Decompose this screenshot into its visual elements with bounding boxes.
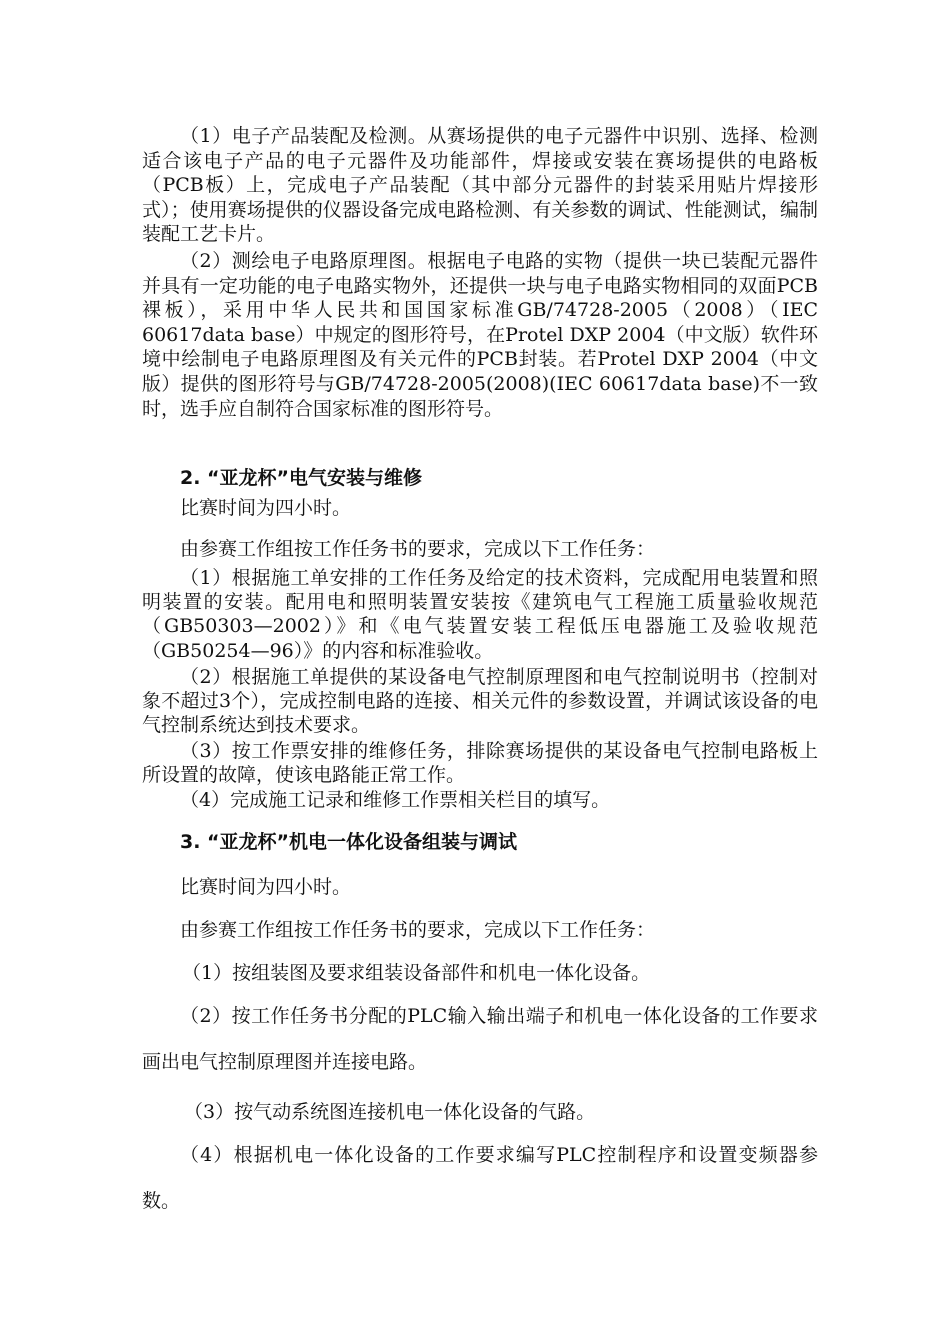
paragraph-control-circuit-task: （2）根据施工单提供的某设备电气控制原理图和电气控制说明书（控制对象不超过3个），完成控制电路的连接、相关元件的参数设置，并调试该设备的电气控制系统达到技术要求。 [142, 666, 818, 737]
paragraph-pneumatic-task: （3）按气动系统图连接机电一体化设备的气路。 [184, 1101, 596, 1123]
paragraph-maintenance-task: （3）按工作票安排的维修任务，排除赛场提供的某设备电气控制电路板上所设置的故障，使该电路能正常工作。 [142, 740, 818, 787]
text-duration-mechatronics: 比赛时间为四小时。 [180, 876, 352, 898]
heading-electrical-installation: 2. “亚龙杯”电气安装与维修 [180, 467, 423, 489]
paragraph-plc-wiring-task: （2）按工作任务书分配的PLC输入输出端子和机电一体化设备的工作要求画出电气控制原理图并连接电路。 [142, 1005, 818, 1073]
text-intro-mechatronics: 由参赛工作组按工作任务书的要求，完成以下工作任务： [180, 919, 656, 941]
paragraph-installation-task: （1）根据施工单安排的工作任务及给定的技术资料，完成配用电装置和照明装置的安装。配用电和照明装置安装按《建筑电气工程施工质量验收规范（GB50303—2002）》和《电气装置安装工程低压电器施工及验收规范（GB50254—96）》的内容和标准验收。 [142, 567, 818, 662]
paragraph-records-task: （4）完成施工记录和维修工作票相关栏目的填写。 [180, 789, 611, 811]
heading-mechatronics: 3. “亚龙杯”机电一体化设备组装与调试 [180, 831, 518, 853]
paragraph-electronic-assembly: （1）电子产品装配及检测。从赛场提供的电子元器件中识别、选择、检测适合该电子产品的电子元器件及功能部件，焊接或安装在赛场提供的电路板（PCB板）上，完成电子产品装配（其中部分元器件的封装采用贴片焊接形式）；使用赛场提供的仪器设备完成电路检测、有关参数的调试、性能测试，编制装配工艺卡片。 [142, 125, 818, 246]
text-duration-electrical: 比赛时间为四小时。 [180, 497, 352, 519]
text-intro-electrical: 由参赛工作组按工作任务书的要求，完成以下工作任务： [180, 538, 656, 560]
paragraph-circuit-schematic: （2）测绘电子电路原理图。根据电子电路的实物（提供一块已装配元器件并具有一定功能的电子电路实物外，还提供一块与电子电路实物相同的双面PCB裸板），采用中华人民共和国国家标准GB/74728-2005（2008）（IEC 60617data base）中规定的图形符号，在Protel DXP 2004（中文版）软件环境中绘制电子电路原理图及有关元件的PCB封装。若Protel DXP 2004（中文版）提供的图形符号与GB/74728-2005(2008)(IEC 60617data base)不一致时，选手应自制符合国家标准的图形符号。 [142, 250, 818, 420]
paragraph-plc-program-task: （4）根据机电一体化设备的工作要求编写PLC控制程序和设置变频器参数。 [142, 1144, 818, 1212]
paragraph-assembly-task: （1）按组装图及要求组装设备部件和机电一体化设备。 [182, 962, 651, 984]
